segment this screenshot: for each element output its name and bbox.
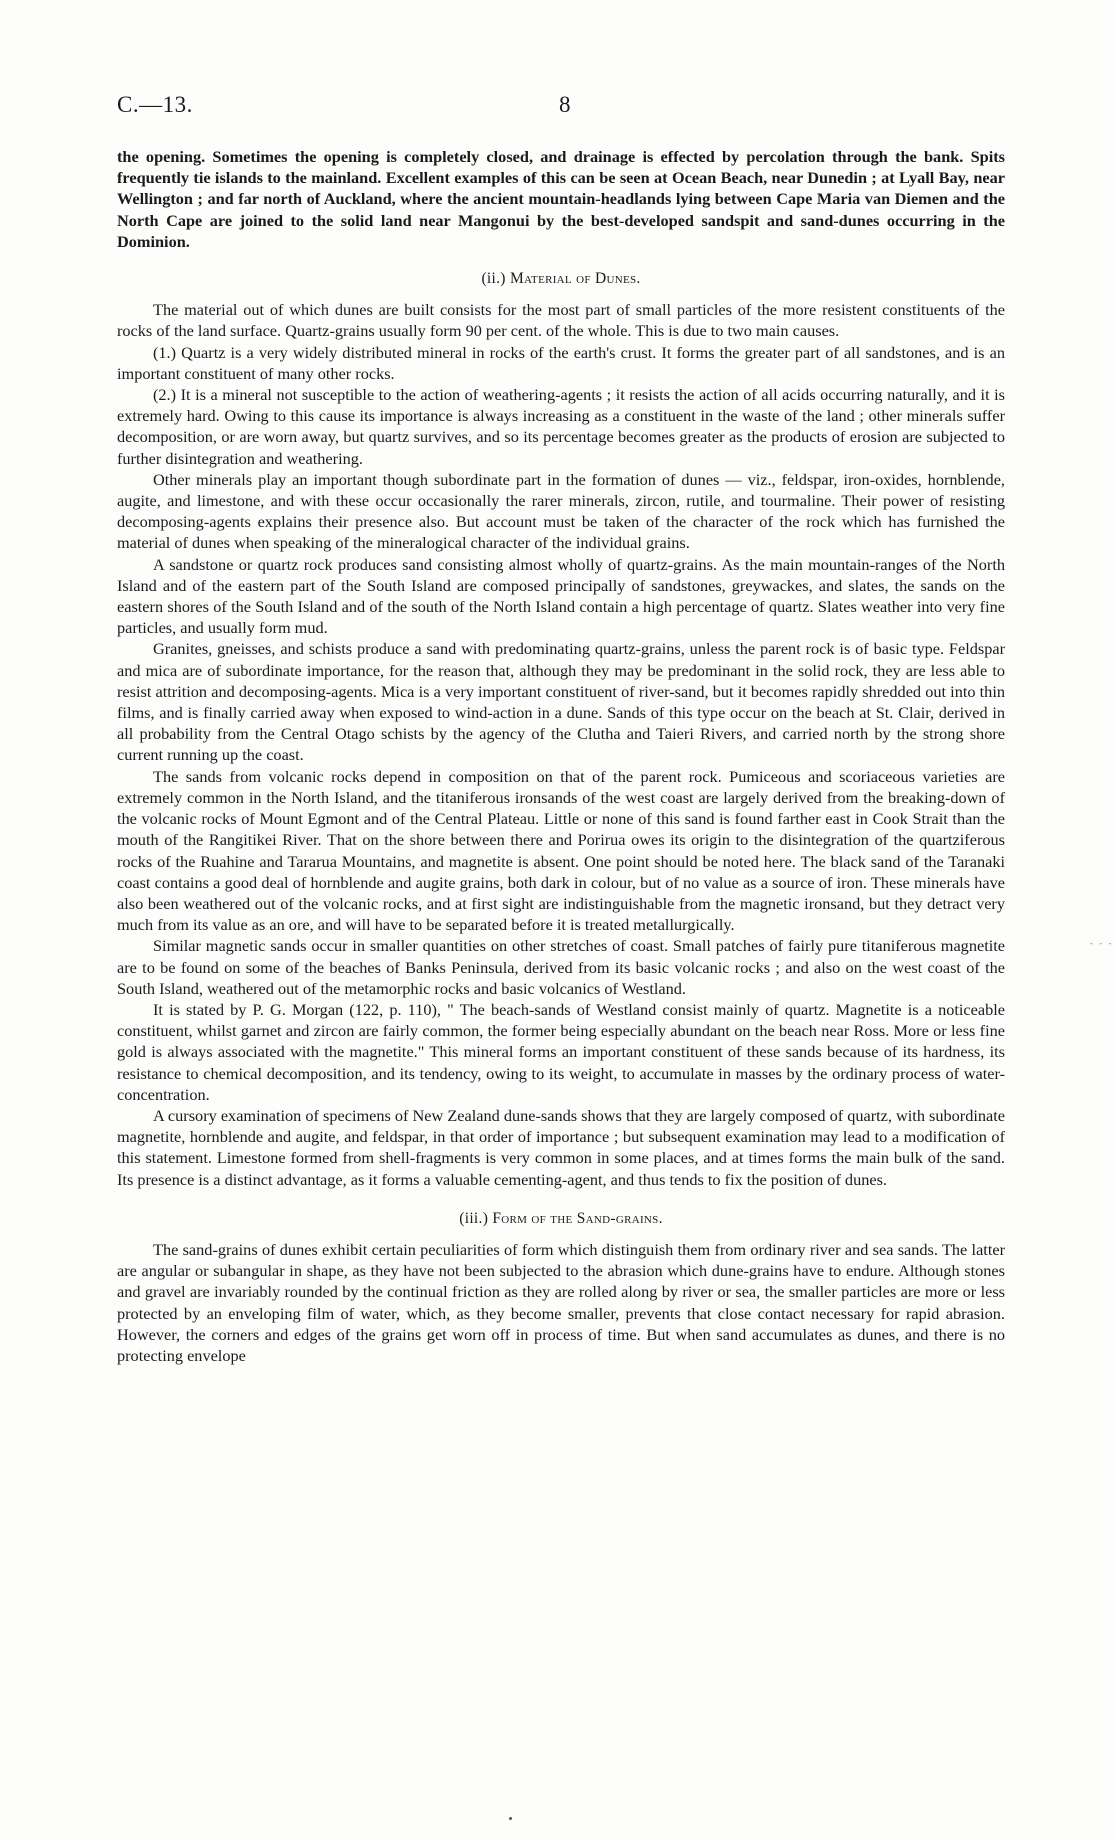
section-heading-form: [117, 1208, 1005, 1229]
section-title: Form of the Sand-grains.: [492, 1209, 663, 1227]
section-title: Material of Dunes.: [509, 270, 641, 288]
section-number: (ii.): [481, 270, 506, 288]
paragraph: (2.) It is a mineral not susceptible to the action of weathering-agents ; it resists the action of all acids occurring naturally, and it is extremely hard. Owing to this cause its importance is always increasing as a constituent in the waste of the land ; other minerals suffer decomposition, or are worn away, but quartz survives, and so its percentage becomes greater as the products of erosion are subjected to further disintegration and weathering.: [117, 385, 1005, 468]
section-heading-material: [117, 268, 1005, 289]
paragraph: Other minerals play an important though subordinate part in the formation of dunes — viz., feldspar, iron-oxides, hornblende, augite, and limestone, and with these occur occasionally the rarer minerals, zircon, rutile, and tourmaline. Their power of resisting decomposing-agents explains their presence also. But account must be taken of the character of the rock which has furnished the material of dunes when speaking of the mineralogical character of the individual grains.: [117, 469, 1005, 553]
paragraph: The material out of which dunes are built consists for the most part of small particles of the more resistent constituents of the rocks of the land surface. Quartz-grains usually form 90 per cent. of the whole. This is due to two main causes.: [117, 300, 1005, 341]
paragraph: Similar magnetic sands occur in smaller quantities on other stretches of coast. Small patches of fairly pure titaniferous magnetite are to be found on some of the beaches of Banks Peninsula, derived from its basic volcanic rocks ; and also on the west coast of the South Island, weathered out of the metamorphic rocks and basic volcanics of Westland.: [117, 936, 1005, 998]
paragraph: A cursory examination of specimens of New Zealand dune-sands shows that they are largely composed of quartz, with subordinate magnetite, hornblende and augite, and feldspar, in that order of importance ; but subsequent examination may lead to a modification of this statement. Limestone formed from shell-fragments is very common in some places, and at times forms the main bulk of the sand. Its presence is a distinct advantage, as it forms a valuable cementing-agent, and thus tends to fix the position of dunes.: [117, 1105, 1005, 1189]
paragraph: (1.) Quartz is a very widely distributed mineral in rocks of the earth's crust. It forms the greater part of all sandstones, and is an important constituent of many other rocks.: [117, 342, 1005, 383]
body-text: [117, 146, 1005, 1366]
paragraph: A sandstone or quartz rock produces sand consisting almost wholly of quartz-grains. As the main mountain-ranges of the North Island and of the eastern part of the South Island are composed principally of sandstones, greywackes, and slates, the sands on the eastern shores of the South Island and of the south of the North Island contain a high percentage of quartz. Slates weather into very fine particles, and usually form mud.: [117, 554, 1005, 638]
margin-mark: - - -: [1090, 938, 1114, 948]
scan-dot: [509, 1817, 512, 1820]
page-header: [117, 92, 997, 128]
paragraph: It is stated by P. G. Morgan (122, p. 110), " The beach-sands of Westland consist mainly of quartz. Magnetite is a noticeable constituent, whilst garnet and zircon are fairly common, the former being especially abundant on the beach near Ross. More or less fine gold is always associated with the magnetite." This mineral forms an important constituent of these sands because of its hardness, its resistance to chemical decomposition, and its tendency, owing to its weight, to accumulate in masses by the ordinary process of water-concentration.: [117, 999, 1005, 1104]
paragraph: The sand-grains of dunes exhibit certain peculiarities of form which distinguish them from ordinary river and sea sands. The latter are angular or subangular in shape, as they have not been subjected to the abrasion which dune-grains have to endure. Although stones and gravel are invariably rounded by the continual friction as they are rolled along by river or sea, the smaller particles are more or less protected by an enveloping film of water, which, as they become smaller, prevents that close contact necessary for rapid abrasion. However, the corners and edges of the grains get worn off in process of time. But when sand accumulates as dunes, and there is no protecting envelope: [117, 1239, 1005, 1365]
page-number: 8: [559, 92, 571, 117]
paragraph: Granites, gneisses, and schists produce a sand with predominating quartz-grains, unless the parent rock is of basic type. Feldspar and mica are of subordinate importance, for the reason that, although they may be predominant in the solid rock, they are less able to resist attrition and decomposing-agents. Mica is a very important constituent of river-sand, but it becomes rapidly shredded out into thin films, and is finally carried away when exposed to wind-action in a dune. Sands of this type occur on the beach at St. Clair, derived in all probability from the Central Otago schists by the agency of the Clutha and Taieri Rivers, and carried north by the strong shore current running up the coast.: [117, 639, 1005, 765]
section-number: (iii.): [459, 1209, 489, 1227]
paragraph: the opening. Sometimes the opening is completely closed, and drainage is effected by percolation through the bank. Spits frequently tie islands to the mainland. Excellent examples of this can be seen at Ocean Beach, near Dunedin ; at Lyall Bay, near Wellington ; and far north of Auckland, where the ancient mountain-headlands lying between Cape Maria van Diemen and the North Cape are joined to the solid land near Mangonui by the best-developed sandspit and sand-dunes occurring in the Dominion.: [117, 147, 1005, 251]
document-id: C.—13.: [117, 92, 193, 117]
paragraph: The sands from volcanic rocks depend in composition on that of the parent rock. Pumiceous and scoriaceous varieties are extremely common in the North Island, and the titaniferous ironsands of the west coast are largely derived from the breaking-down of the volcanic rocks of Mount Egmont and of the Central Plateau. Little or none of this sand is found farther east in Cook Strait than the mouth of the Rangitikei River. That on the shore between there and Porirua owes its origin to the disintegration of the quartziferous rocks of the Ruahine and Tararua Mountains, and magnetite is absent. One point should be noted here. The black sand of the Taranaki coast contains a good deal of hornblende and augite grains, both dark in colour, but of no value as a source of iron. These minerals have also been weathered out of the volcanic rocks, and at first sight are indistinguishable from the magnetic ironsand, but they detract very much from its value as an ore, and will have to be separated before it is treated metallurgically.: [117, 766, 1005, 935]
